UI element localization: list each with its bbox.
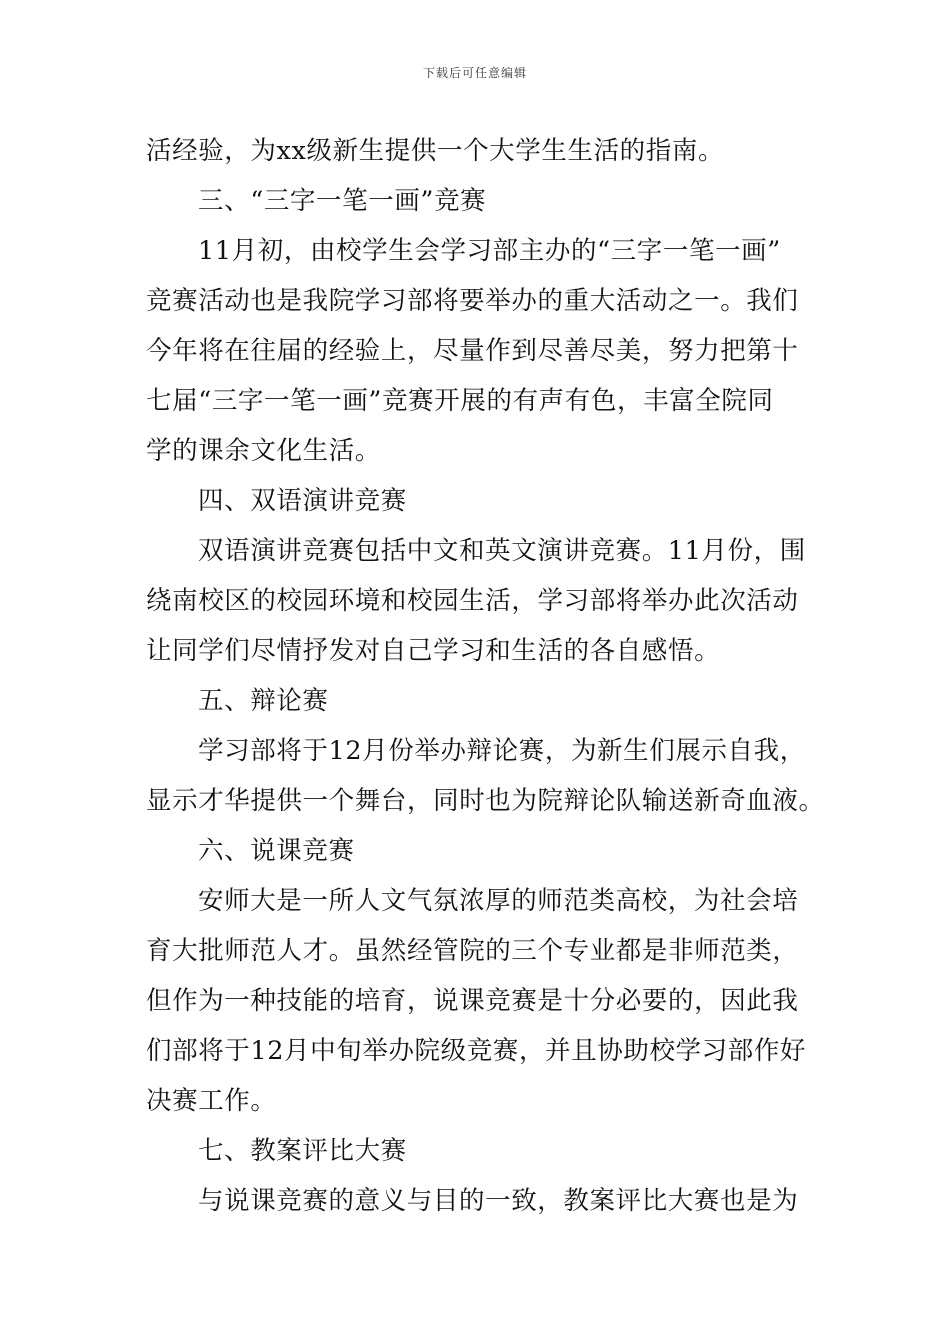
text-line-4: 竞赛活动也是我院学习部将要举办的重大活动之一。我们	[146, 286, 799, 316]
section-heading-5: 五、辩论赛	[198, 686, 329, 716]
text-line-13: 学习部将于12月份举办辩论赛，为新生们展示自我，	[198, 736, 806, 766]
text-line-18: 但作为一种技能的培育，说课竞赛是十分必要的，因此我	[146, 986, 799, 1016]
text-line-9: 双语演讲竞赛包括中文和英文演讲竞赛。11月份，围	[198, 536, 806, 566]
text-line-3: 11月初，由校学生会学习部主办的“三字一笔一画”	[198, 236, 781, 266]
text-line-16: 安师大是一所人文气氛浓厚的师范类高校，为社会培	[198, 886, 799, 916]
text-line-14: 显示才华提供一个舞台，同时也为院辩论队输送新奇血液。	[146, 786, 825, 816]
page-header-note: 下载后可任意编辑	[422, 66, 527, 80]
text-line-11: 让同学们尽情抒发对自己学习和生活的各自感悟。	[146, 636, 721, 666]
text-line-6: 七届“三字一笔一画”竞赛开展的有声有色，丰富全院同	[146, 386, 774, 416]
text-line-19: 们部将于12月中旬举办院级竞赛，并且协助校学习部作好	[146, 1036, 807, 1066]
text-line-7: 学的课余文化生活。	[146, 436, 381, 466]
text-line-20: 决赛工作。	[146, 1086, 277, 1116]
section-heading-4: 四、双语演讲竞赛	[198, 486, 407, 516]
text-line-17: 育大批师范人才。虽然经管院的三个专业都是非师范类，	[146, 936, 799, 966]
text-line-1: 活经验，为xx级新生提供一个大学生生活的指南。	[146, 136, 725, 166]
document-body	[146, 126, 825, 1226]
section-heading-3: 三、“三字一笔一画”竞赛	[198, 186, 487, 216]
section-heading-6: 六、说课竞赛	[198, 836, 355, 866]
text-line-22: 与说课竞赛的意义与目的一致，教案评比大赛也是为	[198, 1186, 799, 1216]
text-line-10: 绕南校区的校园环境和校园生活，学习部将举办此次活动	[146, 586, 799, 616]
text-line-5: 今年将在往届的经验上，尽量作到尽善尽美，努力把第十	[146, 336, 799, 366]
section-heading-7: 七、教案评比大赛	[198, 1136, 407, 1166]
